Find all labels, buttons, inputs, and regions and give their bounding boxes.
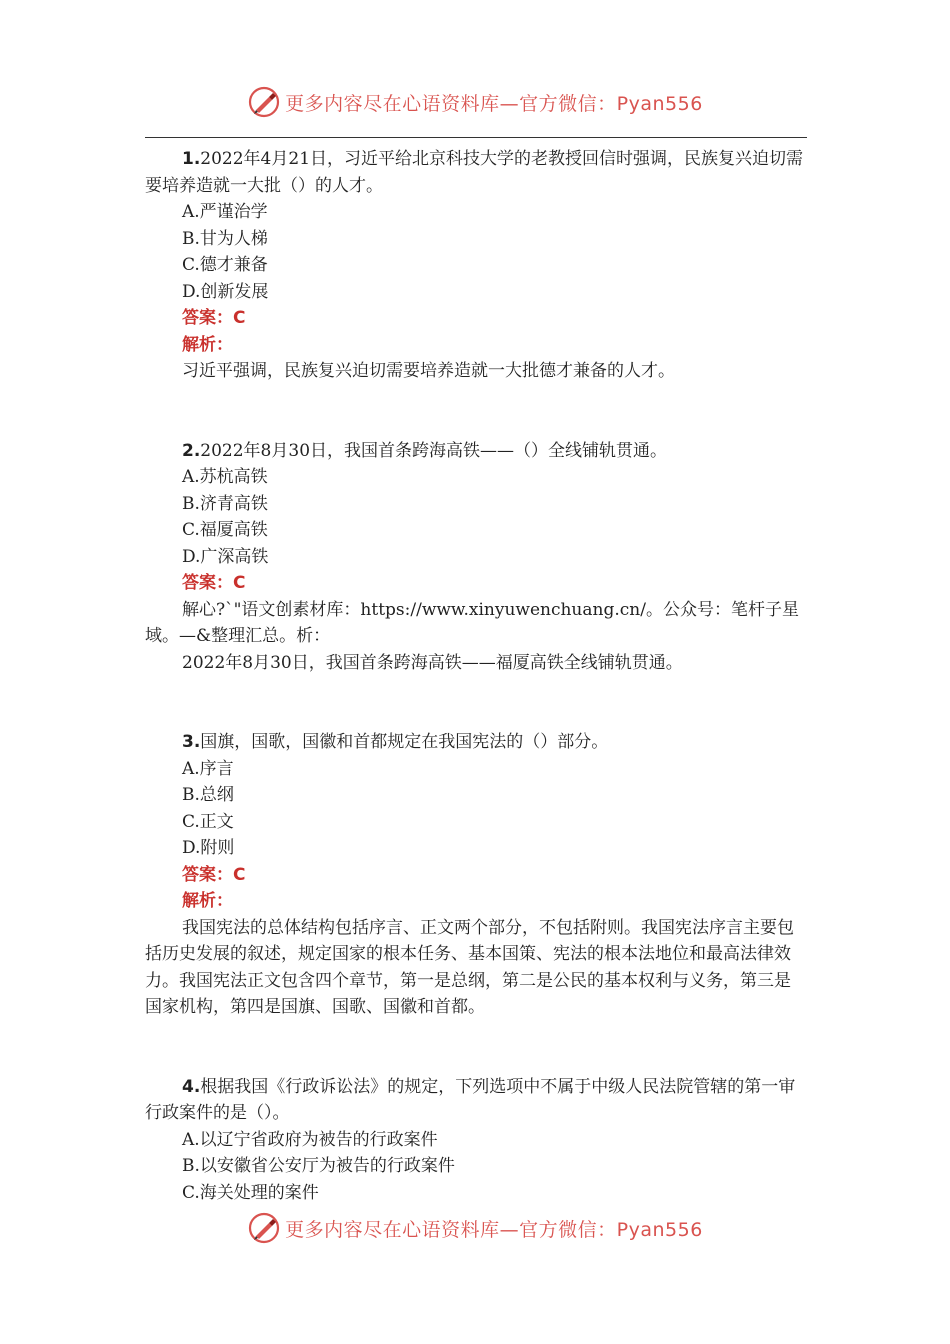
- question-number: 2.: [182, 440, 201, 461]
- header-divider: [145, 137, 807, 138]
- question-number: 3.: [182, 732, 201, 752]
- explanation-text: 2022年8月30日，我国首条跨海高铁——福厦高铁全线铺轨贯通。: [182, 652, 683, 673]
- explanation-label: 解析：: [182, 334, 233, 355]
- explanation-text: 我国宪法的总体结构包括序言、正文两个部分，不包括附则。我国宪法序言主要包括历史发展的叙述，规定国家的根本任务、基本国策、宪法的根本法地位和最高法律效力。我国宪法正文包含四个章节，第一是总纲，第二是公民的基本权利与义务，第三是国家机构，第四是国旗、国歌、国徽和首都。: [145, 917, 794, 1017]
- explanation-mixed-text: 解心?`"语文创素材库：https://www.xinyuwenchuang.cn/。公众号：笔杆子星域。—&整理汇总。析：: [145, 599, 799, 646]
- question-1: [145, 146, 807, 385]
- question-stem: 3.国旗，国歌，国徽和首都规定在我国宪法的（）部分。: [182, 732, 609, 752]
- option-b: B.总纲: [182, 785, 234, 805]
- option-a: A.严谨治学: [182, 202, 268, 222]
- question-4: [145, 1074, 807, 1207]
- option-a: A.苏杭高铁: [182, 467, 268, 487]
- question-2: [145, 438, 807, 677]
- footer-banner: [0, 1208, 950, 1248]
- question-stem: 1.2022年4月21日，习近平给北京科技大学的老教授回信时强调，民族复兴迫切需要培养造就一大批（）的人才。: [145, 149, 804, 196]
- explanation-text: 习近平强调，民族复兴迫切需要培养造就一大批德才兼备的人才。: [182, 361, 675, 381]
- option-b: B.以安徽省公安厅为被告的行政案件: [182, 1156, 455, 1176]
- option-a: A.序言: [182, 758, 234, 779]
- header-banner: [0, 82, 950, 122]
- option-d: D.创新发展: [182, 281, 269, 302]
- option-b: B.济青高铁: [182, 493, 268, 514]
- answer: 答案：C: [182, 573, 246, 593]
- header-banner-text: 更多内容尽在心语资料库—官方微信：Pyan556: [285, 92, 703, 115]
- question-number: 1.: [182, 149, 201, 169]
- question-number: 4.: [182, 1076, 201, 1097]
- pen-logo-icon: [247, 85, 281, 119]
- option-d: D.附则: [182, 838, 235, 858]
- answer: 答案：C: [182, 864, 246, 885]
- footer-banner-text: 更多内容尽在心语资料库—官方微信：Pyan556: [285, 1218, 703, 1241]
- option-d: D.广深高铁: [182, 546, 269, 567]
- explanation-label: 解析：: [182, 891, 233, 911]
- document-body: [145, 146, 807, 1206]
- question-stem: 2.2022年8月30日，我国首条跨海高铁——（）全线铺轨贯通。: [182, 440, 668, 461]
- option-c: C.德才兼备: [182, 255, 268, 275]
- option-c: C.正文: [182, 811, 234, 832]
- question-3: [145, 729, 807, 1021]
- pen-logo-icon: [247, 1211, 281, 1245]
- question-stem: 4.根据我国《行政诉讼法》的规定，下列选项中不属于中级人民法院管辖的第一审行政案件的是（）。: [145, 1076, 796, 1123]
- option-b: B.甘为人梯: [182, 228, 268, 249]
- option-c: C.福厦高铁: [182, 520, 268, 540]
- option-c: C.海关处理的案件: [182, 1182, 319, 1203]
- answer: 答案：C: [182, 308, 246, 328]
- option-a: A.以辽宁省政府为被告的行政案件: [182, 1129, 438, 1150]
